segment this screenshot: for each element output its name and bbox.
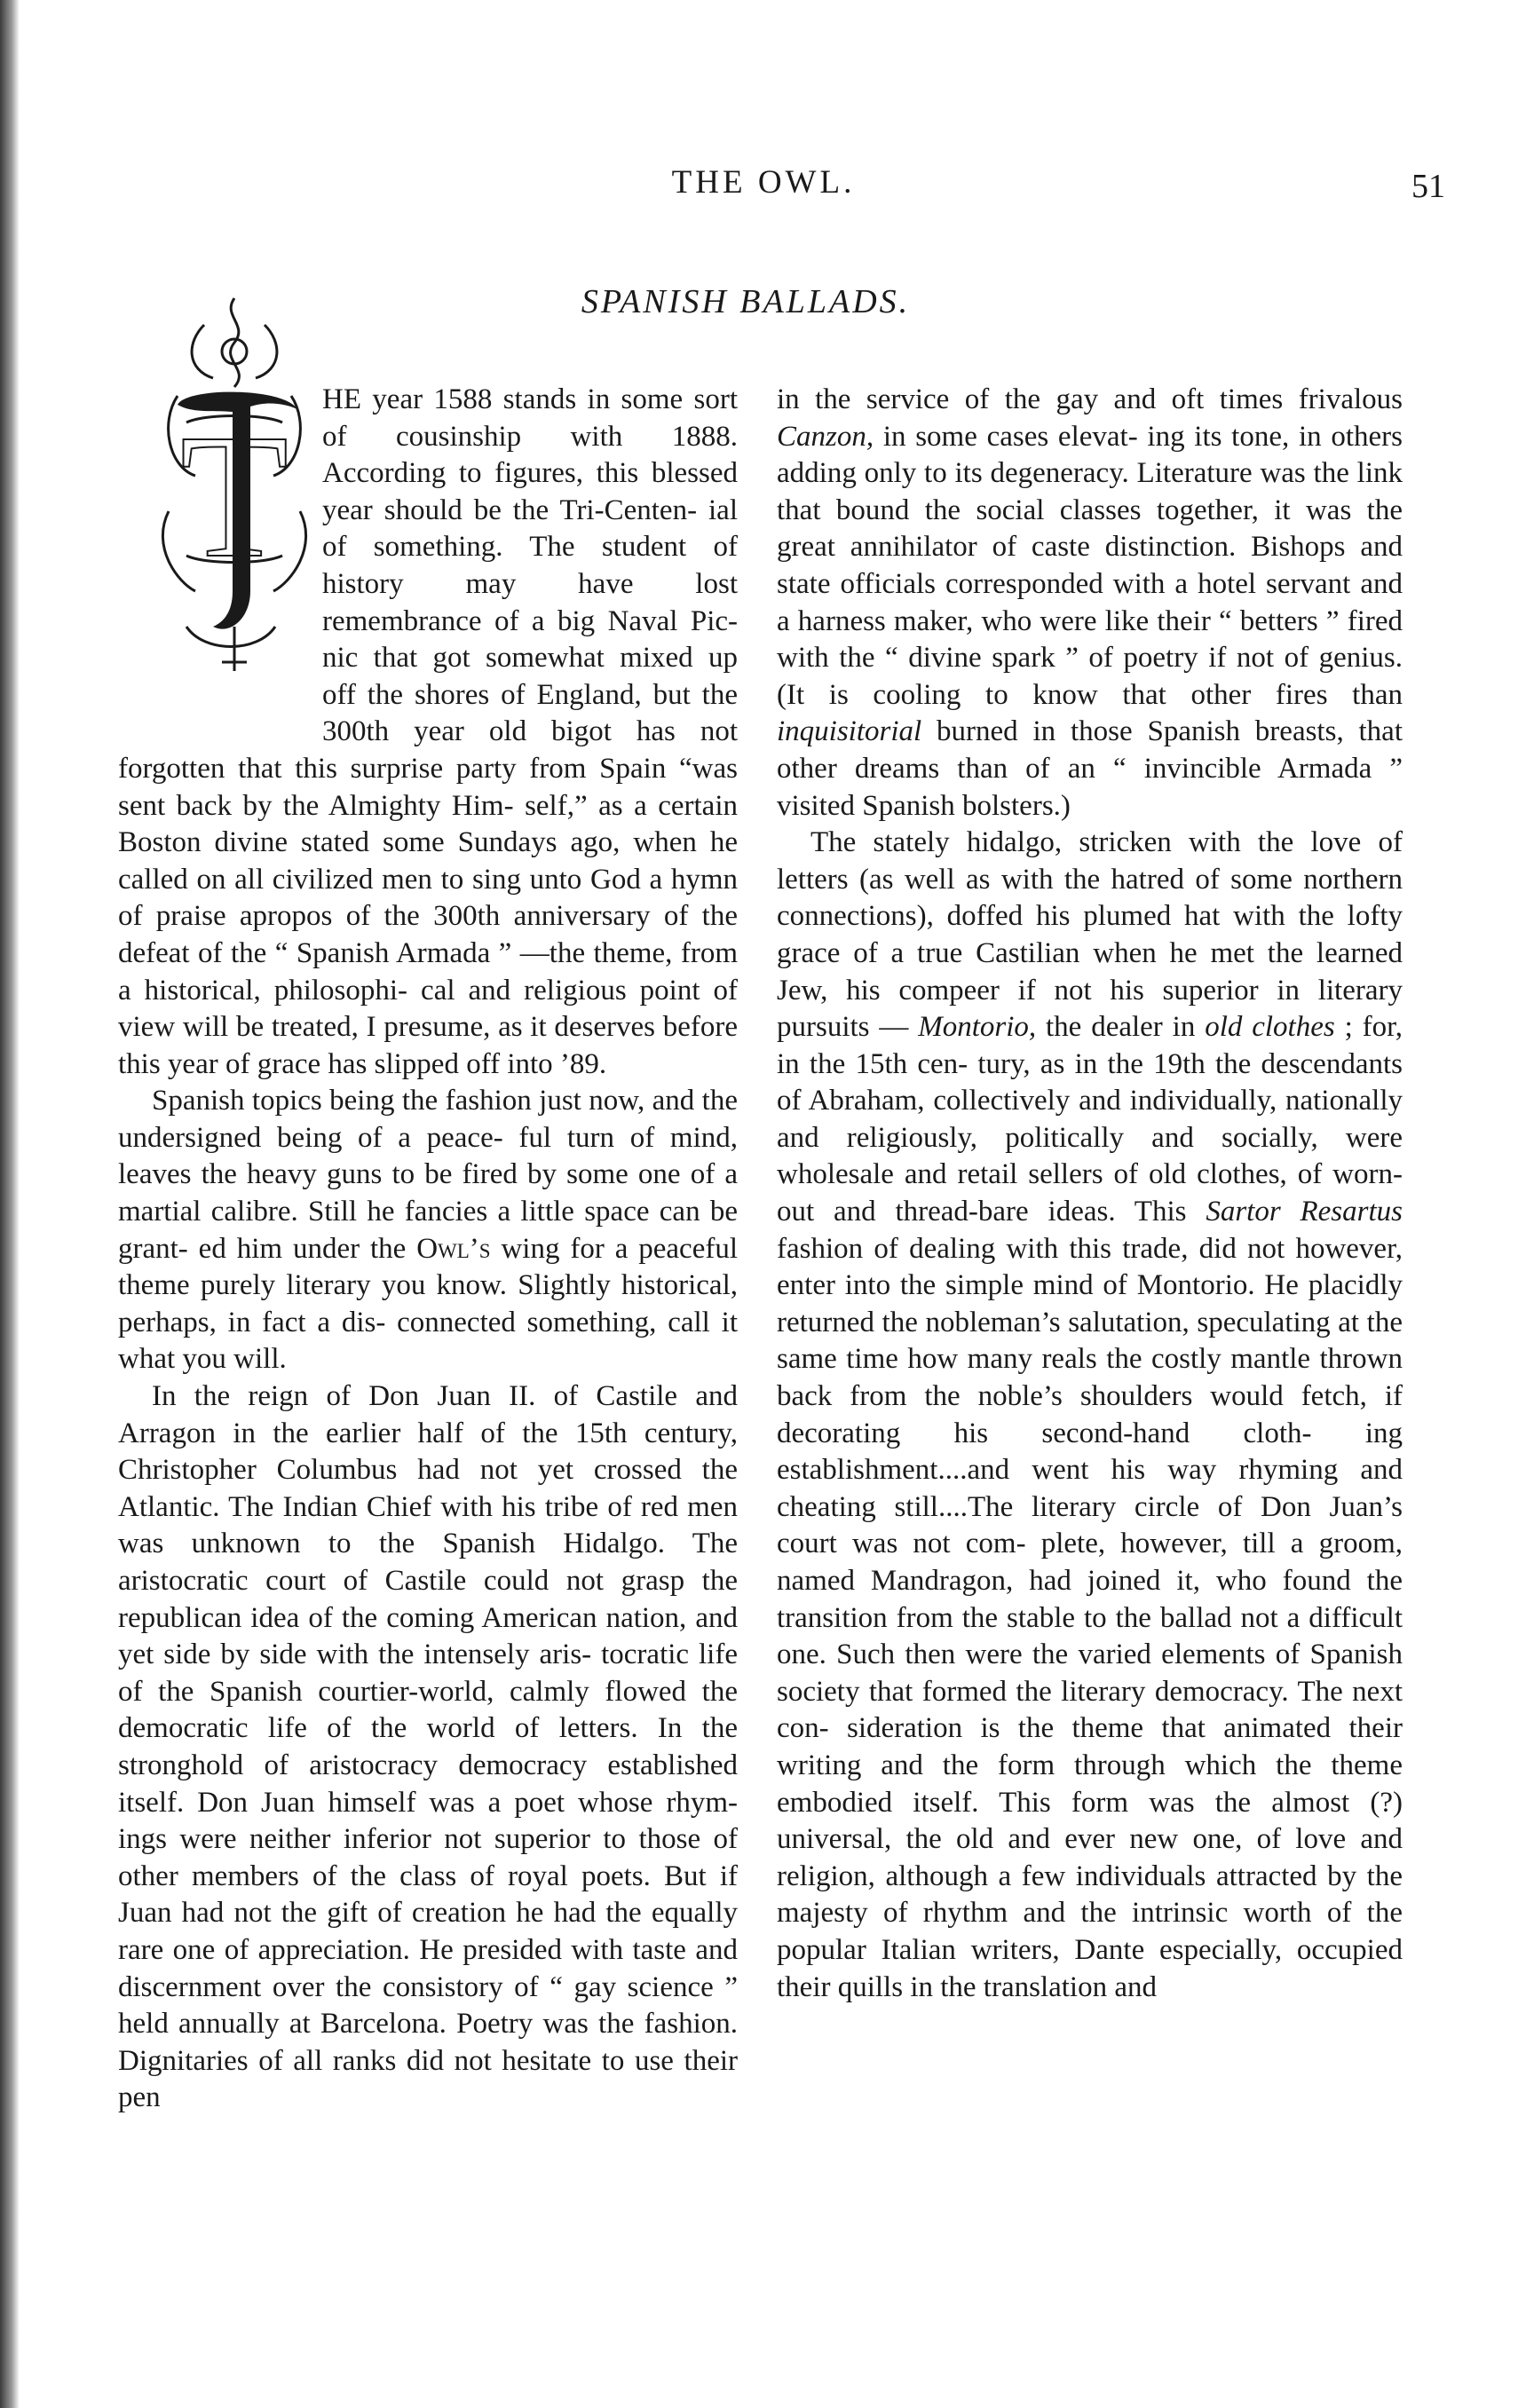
paragraph-text: Spanish topics being the fashion just now, and the undersigned being of a peace- ful turn of mind, leaves the heavy guns to be fired by some one of a martial calibre. Still he fancies a little space can be grant- ed him under the <box>118 1085 738 1265</box>
page-number: 51 <box>1411 168 1445 205</box>
paragraph-text: in the service of the gay and oft times frivalous <box>777 383 1403 415</box>
drop-cap-letter: T <box>179 399 289 595</box>
italic-term: Montorio, <box>918 1011 1037 1044</box>
paragraph-text: fashion of dealing with this trade, did not however, enter into the simple mind of Montorio. He placidly returned the nobleman’s salutation, speculating at the same time how many reals the costly mantle thrown back from the noble’s shoulders would fetch, if decorating his second-hand cloth- ing establishment....and went his way rhyming and cheating still....The literary circle of Don Juan’s court was not com- plete, however, till a groom, named Mandragon, had joined it, who found the transition from the stable to the ballad not a difficult one. Such then were the varied elements of Spanish society that formed the literary democracy. The next con- sideration is the theme that animated their writing and the form through which the theme embodied itself. This form was the almost (?) universal, the old and ever new one, of love and religion, although a few individuals attracted by the majesty of rhythm and the intrinsic worth of the popular Italian writers, Dante especially, occupied their quills in the translation and <box>777 1232 1403 2003</box>
italic-term: inquisitorial <box>777 715 922 748</box>
right-column <box>777 382 1403 2006</box>
paragraph: In the reign of Don Juan II. of Castile and Arragon in the earlier half of the 15th century, Christopher Columbus had not yet crossed the Atlantic. The Indian Chief with his tribe of red men was unknown to the Spanish Hidalgo. The aristocratic court of Castile could not grasp the republican idea of the coming American nation, and yet side by side with the intensely aris- tocratic life of the Spanish courtier-world, calmly flowed the democratic life of the world of letters. In the stronghold of aristocracy democracy established itself. Don Juan himself was a poet whose rhym- ings were neither inferior not superior to those of other members of the class of royal poets. But if Juan had not the gift of creation he had the equally rare one of appreciation. He presided with taste and discernment over the consistory of “ gay science ” held annually at Barcelona. Poetry was the fashion. Dignitaries of all ranks did not hesitate to use their pen <box>118 1380 738 2114</box>
paragraph <box>118 382 738 1083</box>
running-title: THE OWL. <box>671 164 856 201</box>
paragraph-text: burned in those Spanish breasts, that other dreams than of an “ invincible Armada ” visited Spanish bolsters.) <box>777 715 1403 822</box>
drop-cap-space <box>118 382 322 717</box>
paragraph-text: in some cases elevat- ing its tone, in others adding only to its degeneracy. Literature was the link that bound the social classes together, it was the great annihilator of caste distinction. Bishops and state officials corresponded with a hotel servant and a harness maker, who were like their “ betters ” fired with the “ divine spark ” of poetry if not of genius. (It is cooling to know that other fires than <box>777 420 1403 711</box>
owl-small-caps: Owl’s <box>416 1232 491 1265</box>
italic-term: old clothes <box>1205 1011 1335 1044</box>
paragraph-text: wing for a peaceful theme purely literary you know. Slightly historical, perhaps, in fact a dis- connected something, call it what you will. <box>118 1232 738 1376</box>
left-column <box>118 382 738 2117</box>
article-title: SPANISH BALLADS. <box>581 283 911 320</box>
book-spine-shadow <box>0 0 20 2408</box>
italic-term: Canzon, <box>777 420 874 453</box>
paragraph <box>777 825 1403 2006</box>
paragraph <box>118 1083 738 1378</box>
italic-term: Sartor Resartus <box>1206 1196 1403 1228</box>
paragraph <box>777 382 1403 825</box>
paragraph-text: HE year 1588 stands in some sort of cousinship with 1888. According to figures, this blessed year should be the Tri-Centen- ial of something. The student of history may have lost remembrance of a big Naval Pic-nic that got somewhat mixed up off the shores of England, but the 300th year old bigot has not forgotten that this surprise party from Spain “was sent back by the Almighty Him- self,” as a certain Boston divine stated some Sundays ago, when he called on all civilized men to sing unto God a hymn of praise apropos of the 300th anniversary of the defeat of the “ Spanish Armada ” —the theme, from a historical, philosophi- cal and religious point of view will be treated, I presume, as it deserves before this year of grace has slipped off into ’89. <box>118 383 738 1080</box>
paragraph-text: The stately hidalgo, stricken with the love of letters (as well as with the hatred of some northern connections), doffed his plumed hat with the lofty grace of a true Castilian when he met the learned Jew, his compeer if not his superior in literary pursuits — <box>777 826 1403 1044</box>
paragraph-text: the dealer in <box>1036 1011 1206 1044</box>
paragraph-text: ; for, in the 15th cen- tury, as in the 19th the descendants of Abraham, collectively and individually, nationally and religiously, politically and socially, were wholesale and retail sellers of old clothes, of worn-out and thread-bare ideas. This <box>777 1011 1403 1228</box>
